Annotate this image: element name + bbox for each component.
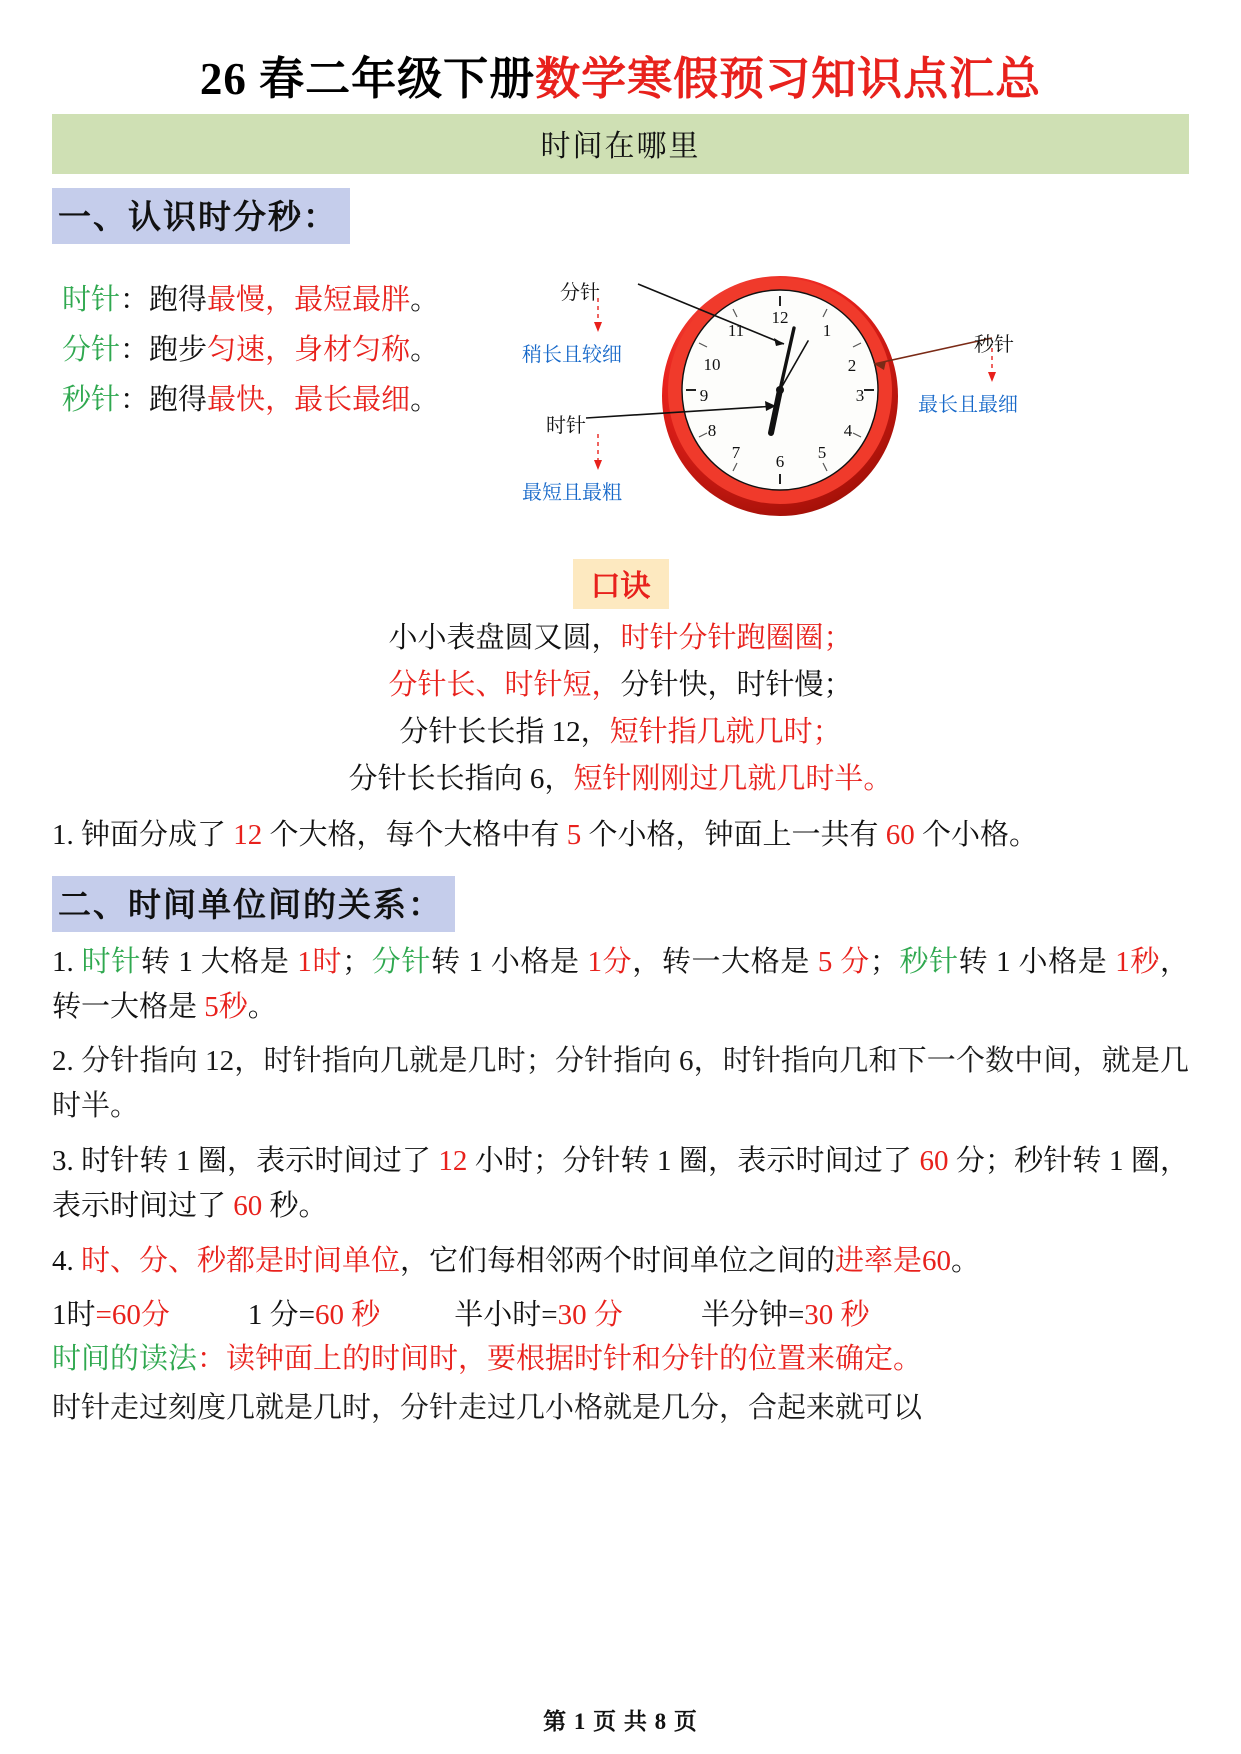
svg-text:6: 6 bbox=[775, 451, 785, 471]
title-red-part: 数学寒假预习知识点汇总 bbox=[535, 54, 1042, 104]
text-part: 3. 时针转 1 圈，表示时间过了 bbox=[52, 1145, 439, 1178]
koujue-tag: 口诀 bbox=[573, 559, 669, 609]
highlight-2: 身材匀称 bbox=[294, 333, 411, 366]
label-minute-desc: 稍长且较细 bbox=[522, 343, 622, 366]
colon: ： bbox=[120, 383, 150, 416]
value-60m: 60 bbox=[919, 1145, 949, 1178]
verse-part-tail: 分针快，时针慢； bbox=[620, 668, 853, 701]
definition-line bbox=[62, 376, 522, 426]
highlight-1: 匀速 bbox=[207, 333, 266, 366]
svg-text:10: 10 bbox=[703, 354, 721, 374]
comma: ， bbox=[265, 333, 295, 366]
eq-sign: = bbox=[95, 1299, 112, 1332]
eq-left: 1时 bbox=[52, 1299, 96, 1332]
paragraph-time-reading bbox=[52, 1337, 1189, 1382]
term-time-reading: 时间的读法 bbox=[52, 1343, 198, 1376]
label-hour-hand: 时针 bbox=[546, 414, 586, 437]
svg-text:7: 7 bbox=[731, 442, 741, 462]
phrase: 跑得 bbox=[149, 283, 208, 316]
text-part: 个小格。 bbox=[914, 818, 1039, 851]
paragraph-clock-divisions bbox=[52, 813, 1189, 858]
value-1sec: 1秒 bbox=[1115, 945, 1160, 978]
svg-text:1: 1 bbox=[822, 320, 832, 340]
svg-text:12: 12 bbox=[771, 307, 789, 327]
verse-line bbox=[52, 662, 1189, 709]
text-part: ； bbox=[342, 945, 372, 978]
text-part: 秒。 bbox=[262, 1190, 328, 1223]
text-part: ，它们每相邻两个时间单位之间的 bbox=[400, 1245, 836, 1278]
equation-row bbox=[52, 1292, 1189, 1333]
verse-part-red: 分针长、时针短， bbox=[388, 668, 621, 701]
verse-part-red: 短针刚刚过几就几时半。 bbox=[573, 762, 893, 795]
svg-text:4: 4 bbox=[843, 420, 853, 440]
definitions-and-clock bbox=[52, 276, 1189, 541]
text-part: 小时；分针转 1 圈，表示时间过了 bbox=[467, 1145, 920, 1178]
term-time-units: 时、分、秒都是时间单位 bbox=[81, 1245, 401, 1278]
paragraph-last-line: 时针走过刻度几就是几时，分针走过几小格就是几分，合起来就可以 bbox=[52, 1392, 923, 1425]
value-1hour: 1时 bbox=[297, 945, 343, 978]
value-1min: 1分 bbox=[587, 945, 633, 978]
label-second-hand: 秒针 bbox=[974, 333, 1014, 356]
eq-left: 半分钟 bbox=[700, 1299, 788, 1332]
value-5min: 5 分 bbox=[817, 945, 870, 978]
verse-line bbox=[52, 756, 1189, 803]
text-part: 。 bbox=[247, 990, 277, 1023]
section1-heading-wrap bbox=[52, 174, 1189, 250]
phrase: 跑步 bbox=[149, 333, 208, 366]
text-part: ，转一大格是 bbox=[52, 945, 1189, 1023]
hand-name: 分针 bbox=[62, 333, 121, 366]
eq-left: 1 分 bbox=[247, 1299, 299, 1332]
svg-text:5: 5 bbox=[817, 442, 827, 462]
paragraph-unit-rotation bbox=[52, 940, 1189, 1030]
text-part: 。 bbox=[951, 1245, 981, 1278]
definition-line bbox=[62, 276, 522, 326]
svg-text:8: 8 bbox=[707, 420, 717, 440]
verse-part-black: 小小表盘圆又圆， bbox=[388, 621, 621, 654]
text-part: 4. bbox=[52, 1245, 81, 1278]
hand-definitions bbox=[52, 276, 522, 426]
term-second-hand: 秒针 bbox=[898, 945, 959, 978]
number-5: 5 bbox=[566, 818, 582, 851]
comma: ， bbox=[265, 283, 295, 316]
page-footer: 第 1 页 共 8 页 bbox=[543, 1709, 698, 1734]
highlight-2: 最短最胖 bbox=[294, 283, 411, 316]
text-part: 转 1 大格是 bbox=[140, 945, 298, 978]
verse-part-black: 分针长长指向 6， bbox=[348, 762, 574, 795]
term-rate-60: 进率是60 bbox=[835, 1245, 952, 1278]
period: 。 bbox=[410, 383, 440, 416]
svg-text:9: 9 bbox=[699, 385, 709, 405]
text-part: 分；秒针转 1 圈，表示时间过了 bbox=[52, 1145, 1189, 1223]
text-part: ，转一大格是 bbox=[632, 945, 818, 978]
text-part: ：读钟面上的时间时，要根据时针和分针的位置来确定。 bbox=[197, 1343, 923, 1376]
page-title bbox=[52, 54, 1189, 106]
comma: ， bbox=[265, 383, 295, 416]
text-part: 1. bbox=[52, 945, 82, 978]
period: 。 bbox=[410, 333, 440, 366]
phrase: 跑得 bbox=[149, 383, 208, 416]
label-second-desc: 最长且最细 bbox=[918, 393, 1018, 416]
eq-sign: = bbox=[787, 1299, 805, 1332]
topic-banner: 时间在哪里 bbox=[52, 114, 1189, 174]
verse-line bbox=[52, 615, 1189, 662]
hand-name: 时针 bbox=[62, 283, 121, 316]
text-part: 个大格，每个大格中有 bbox=[262, 818, 567, 851]
value-5sec: 5秒 bbox=[204, 990, 248, 1023]
section2-heading-wrap bbox=[52, 862, 1189, 938]
svg-text:3: 3 bbox=[855, 385, 865, 405]
term-hour-hand: 时针 bbox=[81, 945, 141, 978]
value-60s: 60 bbox=[233, 1190, 263, 1223]
svg-text:2: 2 bbox=[847, 355, 857, 375]
number-60: 60 bbox=[885, 818, 915, 851]
paragraph-units bbox=[52, 1239, 1189, 1284]
label-minute-hand: 分针 bbox=[560, 281, 600, 304]
clock-illustration bbox=[522, 276, 1189, 541]
text-part: 个小格，钟面上一共有 bbox=[581, 818, 886, 851]
text-part: 转 1 小格是 bbox=[958, 945, 1116, 978]
svg-text:11: 11 bbox=[727, 320, 745, 340]
hand-name: 秒针 bbox=[62, 383, 121, 416]
eq-right: 30 分 bbox=[557, 1299, 623, 1332]
text-part: ； bbox=[869, 945, 899, 978]
definition-line bbox=[62, 326, 522, 376]
paragraph-reading-rule: 2. 分针指向 12，时针指向几就是几时；分针指向 6，时针指向几和下一个数中间，就是几时半。 bbox=[52, 1045, 1189, 1123]
verse-part-red: 短针指几就几时； bbox=[609, 715, 842, 748]
eq-sign: = bbox=[541, 1299, 558, 1332]
eq-right: 60分 bbox=[111, 1299, 170, 1332]
colon: ： bbox=[120, 333, 150, 366]
eq-sign: = bbox=[298, 1299, 316, 1332]
eq-right: 60 秒 bbox=[315, 1299, 381, 1332]
verse-line bbox=[52, 709, 1189, 756]
highlight-1: 最快 bbox=[207, 383, 266, 416]
verse-part-black: 分针长长指 12， bbox=[399, 715, 610, 748]
colon: ： bbox=[120, 283, 150, 316]
label-hour-desc: 最短且最粗 bbox=[522, 481, 622, 504]
section2-heading: 二、时间单位间的关系： bbox=[52, 876, 455, 932]
verse-part-red: 时针分针跑圈圈； bbox=[620, 621, 853, 654]
value-12h: 12 bbox=[438, 1145, 468, 1178]
eq-right: 30 秒 bbox=[804, 1299, 870, 1332]
period: 。 bbox=[410, 283, 440, 316]
koujue-verse bbox=[52, 615, 1189, 803]
text-part: 1. 钟面分成了 bbox=[52, 818, 234, 851]
number-12: 12 bbox=[233, 818, 263, 851]
text-part: 转 1 小格是 bbox=[431, 945, 588, 978]
section1-heading: 一、认识时分秒： bbox=[52, 188, 350, 244]
term-minute-hand: 分针 bbox=[371, 945, 431, 978]
paragraph-full-turn bbox=[52, 1139, 1189, 1229]
highlight-1: 最慢 bbox=[207, 283, 266, 316]
eq-left: 半小时 bbox=[454, 1299, 542, 1332]
title-black-part: 26 春二年级下册 bbox=[199, 54, 536, 104]
highlight-2: 最长最细 bbox=[294, 383, 411, 416]
